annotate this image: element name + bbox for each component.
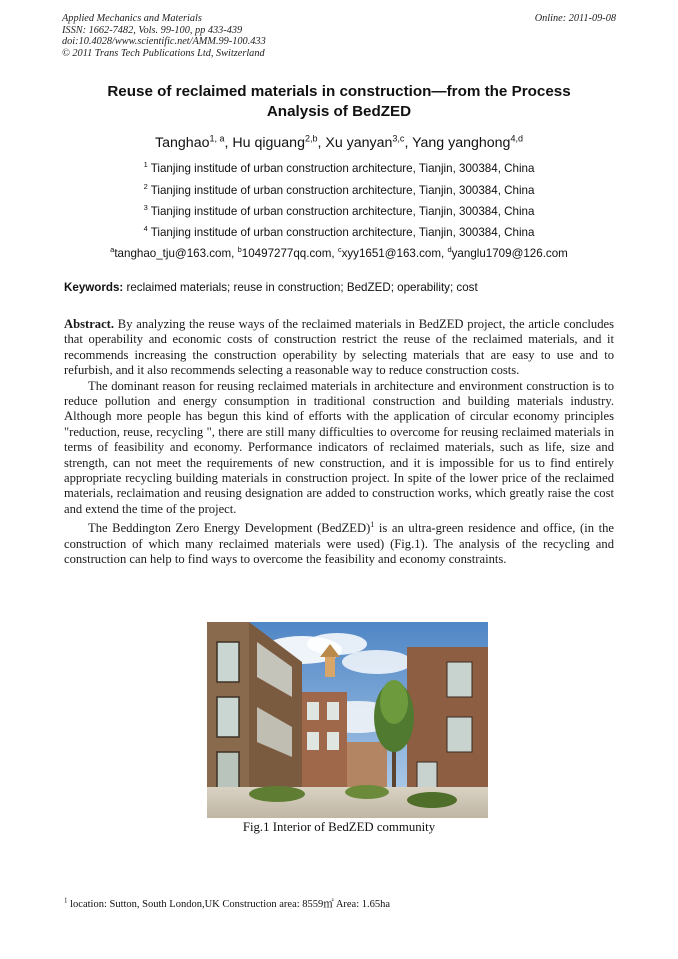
keywords-label: Keywords:	[64, 281, 124, 294]
author-sup: 3,c	[392, 133, 405, 143]
email-list	[30, 245, 648, 260]
paragraph-2-text: The Beddington Zero Energy Development (BedZED)	[88, 521, 371, 536]
author-4	[412, 135, 523, 151]
footnote-ref[interactable]: 1	[370, 520, 375, 530]
email-link[interactable]: tanghao_tju@163.com,	[114, 246, 238, 260]
journal-name: Applied Mechanics and Materials	[62, 13, 202, 24]
author-list	[40, 133, 638, 151]
affiliation-num: 3	[143, 203, 148, 212]
affiliation-2	[40, 182, 638, 197]
author-name: Xu yanyan	[325, 134, 393, 151]
author-3	[325, 135, 412, 151]
copyright-line: © 2011 Trans Tech Publications Ltd, Switzerland	[62, 47, 265, 59]
bedzed-photo-illustration	[207, 622, 488, 818]
email-link[interactable]: yanglu1709@126.com	[451, 246, 568, 260]
title-line-1: Reuse of reclaimed materials in construction—from the Process	[107, 83, 571, 100]
email-sup: b	[237, 245, 242, 254]
email-sup: a	[110, 245, 115, 254]
affiliation-4	[40, 224, 638, 239]
paragraph-2	[64, 517, 614, 567]
affiliation-3	[40, 203, 638, 218]
author-sep: ,	[404, 134, 413, 151]
author-sup: 2,b	[304, 133, 318, 143]
paragraph-2-text-cont: is an ultra-green residence and office, (in the construction of which many reclaimed materials were used) (Fig.1). The analysis of the recycling and construction can help to find ways to overcome the feasibility and economy constraints.	[64, 521, 614, 567]
abstract-text: By analyzing the reuse ways of the reclaimed materials in BedZED project, the article concludes that operability and economic costs of construction restrict the reuse of the reclaimed materials, and it recommends increasing the construction operability by selecting materials that are easy to use and to refurbish, and it also recommends selecting a reasonable way to reduce construction costs.	[64, 317, 614, 378]
affiliation-num: 4	[143, 224, 148, 233]
affiliation-text: Tianjing institude of urban construction architecture, Tianjin, 300384, China	[150, 161, 535, 175]
figure-caption: Fig.1 Interior of BedZED community	[242, 820, 436, 834]
doi-line[interactable]: doi:10.4028/www.scientific.net/AMM.99-100.433	[62, 36, 266, 48]
affiliation-num: 1	[143, 160, 148, 169]
page-header	[62, 13, 616, 59]
author-sup: 1, a	[209, 133, 225, 143]
title-line-2: Analysis of BedZED	[266, 103, 412, 120]
affiliation-1	[40, 160, 638, 175]
affiliation-text: Tianjing institude of urban construction architecture, Tianjin, 300384, China	[150, 225, 535, 239]
author-name: Tanghao	[155, 134, 210, 151]
author-name: Yang yanghong	[412, 134, 511, 151]
footnote-num: 1	[64, 896, 68, 905]
body-text	[64, 317, 614, 568]
abstract-label: Abstract.	[64, 317, 115, 331]
affiliation-text: Tianjing institude of urban construction architecture, Tianjin, 300384, China	[150, 183, 535, 197]
paragraph-1: The dominant reason for reusing reclaimed materials in architecture and environment construction is to reduce pollution and energy consumption in traditional construction and building materials industry. Although more people has begun this kind of efforts with the application of circular economy principles "reduction, reuse, recycling ", there are still many difficulties to overcome for reusing reclaimed materials in terms of feasibility and economy. Performance indicators of reclaimed materials, such as life, size and strength, can not meet the requirements of new construction, and it is impossible for us to find entirely appropriate recycling building materials in construction project. In spite of the lower price of the reclaimed materials, reclaimation and reusing designation are added to construction works, which greatly raise the cost and extend the time of the project.	[64, 378, 614, 516]
footnote	[64, 896, 614, 911]
abstract	[64, 317, 614, 379]
email-link[interactable]: 10497277qq.com,	[241, 246, 338, 260]
figure-bedzed-photo	[207, 622, 488, 818]
author-sup: 4,d	[510, 133, 523, 143]
footnote-text: location: Sutton, South London,UK Construction area: 8559㎡ Area: 1.65ha	[67, 899, 391, 910]
keywords	[64, 281, 614, 294]
author-sep: ,	[317, 134, 326, 151]
email-link[interactable]: xyy1651@163.com,	[341, 246, 448, 260]
paper-title	[70, 82, 608, 122]
author-1	[155, 135, 232, 151]
author-2	[232, 135, 325, 151]
affiliation-num: 2	[143, 182, 148, 191]
email-sup: c	[337, 245, 342, 254]
keywords-text: reclaimed materials; reuse in construction; BedZED; operability; cost	[123, 281, 478, 294]
email-sup: d	[447, 245, 452, 254]
author-name: Hu qiguang	[232, 134, 305, 151]
issn-line: ISSN: 1662-7482, Vols. 99-100, pp 433-439	[62, 24, 243, 36]
author-sep: ,	[224, 134, 233, 151]
affiliation-text: Tianjing institude of urban construction architecture, Tianjin, 300384, China	[150, 204, 535, 218]
online-date: Online: 2011-09-08	[534, 13, 616, 24]
